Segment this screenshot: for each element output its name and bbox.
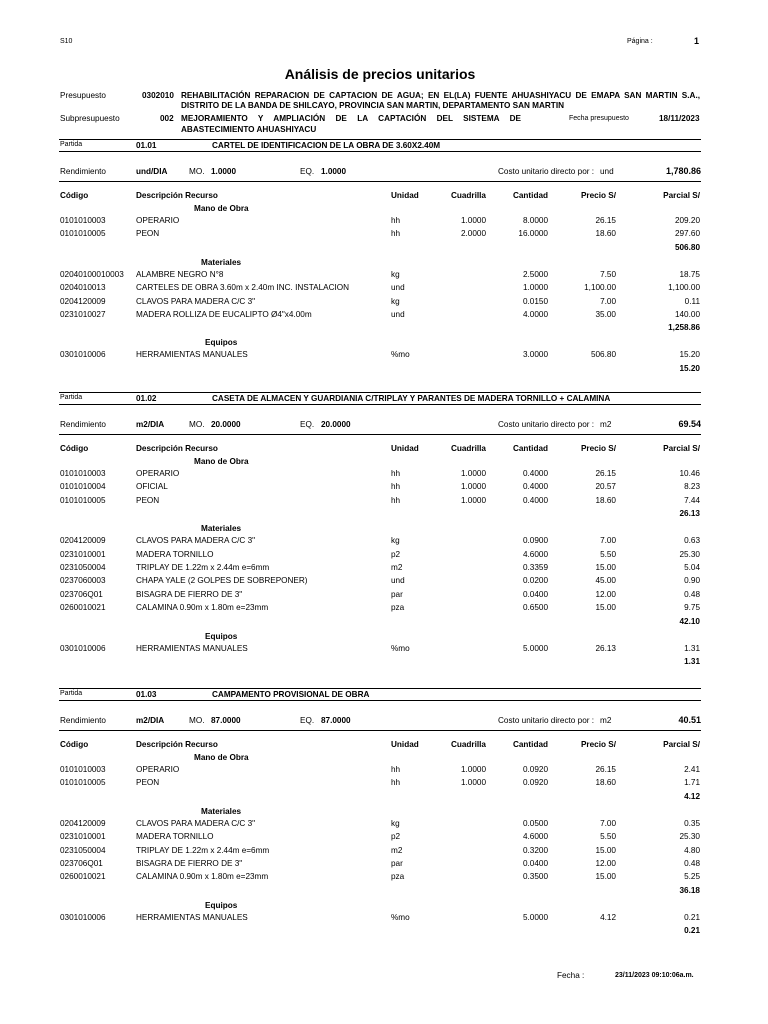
resource-unit: und — [391, 576, 405, 586]
partida-name-rule — [59, 404, 701, 405]
resource-unit: hh — [391, 216, 401, 225]
resource-unit: hh — [391, 765, 401, 774]
resource-partial: 5.25 — [684, 872, 700, 882]
eq-label: EQ. — [300, 716, 315, 725]
resource-unit: %mo — [391, 912, 410, 922]
resource-description: CARTELES DE OBRA 3.60m x 2.40m INC. INSTALACION — [136, 283, 350, 293]
resource-description: HERRAMIENTAS MANUALES — [136, 643, 248, 653]
partida-code: 01.02 — [136, 394, 157, 403]
header-unidad: Unidad — [391, 191, 419, 200]
resource-crew: 1.0000 — [460, 495, 486, 505]
resource-partial: 0.11 — [684, 296, 700, 306]
resource-quantity: 0.0400 — [522, 589, 548, 599]
resource-code: 0301010006 — [60, 643, 106, 653]
resource-unit: %mo — [391, 350, 410, 360]
resource-description: PEON — [136, 229, 160, 239]
presupuesto-line1: REHABILITACIÓN REPARACION DE CAPTACION DE AGUA; EN EL(LA) FUENTE AHUASHIYACU DE EMAPA SAN MARTIN S.A., — [181, 91, 700, 100]
rendimiento-label: Rendimiento — [60, 167, 106, 176]
header-parcial: Parcial S/ — [663, 740, 700, 749]
resource-code: 0101010005 — [60, 495, 106, 505]
header-precio: Precio S/ — [580, 444, 616, 453]
resource-partial: 0.48 — [684, 589, 700, 599]
resource-code: 0101010004 — [60, 482, 106, 492]
presupuesto-code: 0302010 — [142, 91, 174, 100]
resource-code: 0231050004 — [60, 845, 106, 855]
group-mano-de-obra: Mano de Obra — [194, 753, 249, 762]
resource-code: 0231050004 — [60, 563, 106, 572]
resource-price: 15.00 — [595, 603, 616, 613]
resource-price: 18.60 — [595, 229, 616, 239]
resource-price: 7.00 — [600, 296, 616, 306]
resource-price: 35.00 — [595, 310, 616, 319]
resource-unit: kg — [391, 296, 400, 306]
page-title: Análisis de precios unitarios — [284, 66, 476, 82]
resource-partial: 209.20 — [674, 216, 700, 225]
header-cuadrilla: Cuadrilla — [450, 191, 486, 200]
resource-code: 0231010001 — [60, 832, 106, 842]
resource-crew: 1.0000 — [460, 765, 486, 774]
resource-description: ALAMBRE NEGRO N°8 — [136, 269, 224, 279]
header-cuadrilla: Cuadrilla — [450, 444, 486, 453]
resource-price: 26.13 — [595, 643, 616, 653]
partida-name: CARTEL DE IDENTIFICACION DE LA OBRA DE 3.60X2.40M — [212, 141, 441, 150]
resource-unit: pza — [391, 603, 405, 613]
resource-description: BISAGRA DE FIERRO DE 3" — [136, 589, 243, 599]
resource-price: 26.15 — [595, 216, 616, 225]
resource-quantity: 0.0400 — [522, 859, 548, 868]
resource-description: MADERA ROLLIZA DE EUCALIPTO Ø4"x4.00m — [136, 310, 312, 319]
partida-top-rule — [59, 392, 701, 393]
resource-quantity: 0.0500 — [522, 818, 548, 828]
partida-label: Partida — [60, 141, 83, 148]
rendimiento-label: Rendimiento — [60, 420, 106, 429]
group-equipos: Equipos — [205, 338, 238, 348]
resource-code: 0301010006 — [60, 350, 106, 360]
resource-code: 0101010003 — [60, 765, 106, 774]
costo-value: 40.51 — [678, 715, 701, 725]
resource-partial: 2.41 — [684, 765, 700, 774]
resource-quantity: 4.0000 — [522, 310, 548, 319]
resource-unit: und — [391, 310, 405, 319]
header-descripcion: Descripción Recurso — [136, 444, 218, 453]
resource-quantity: 5.0000 — [522, 912, 548, 922]
resource-partial: 1,100.00 — [668, 283, 700, 293]
resource-description: TRIPLAY DE 1.22m x 2.44m e=6mm — [136, 845, 270, 855]
eq-label: EQ. — [300, 167, 315, 176]
mo-label: MO. — [189, 420, 205, 429]
resource-description: HERRAMIENTAS MANUALES — [136, 912, 248, 922]
partida-name: CAMPAMENTO PROVISIONAL DE OBRA — [212, 690, 370, 699]
resource-quantity: 0.4000 — [522, 482, 548, 492]
resource-unit: kg — [391, 536, 400, 546]
costo-value: 69.54 — [678, 419, 701, 429]
resource-unit: par — [391, 859, 403, 868]
resource-price: 12.00 — [595, 589, 616, 599]
resource-price: 7.00 — [600, 536, 616, 546]
resource-partial: 5.04 — [684, 563, 700, 572]
resource-unit: kg — [391, 818, 400, 828]
resource-code: 0101010003 — [60, 469, 106, 478]
group-materiales: Materiales — [201, 257, 242, 267]
mo-label: MO. — [189, 167, 205, 176]
mo-label: MO. — [189, 716, 205, 725]
rendimiento-rule — [59, 434, 701, 435]
resource-partial: 9.75 — [684, 603, 700, 613]
resource-partial: 25.30 — [679, 832, 700, 842]
group-equipos: Equipos — [205, 631, 238, 641]
partida-name-rule — [59, 700, 701, 701]
resource-crew: 1.0000 — [460, 469, 486, 478]
resource-unit: hh — [391, 482, 401, 492]
resource-description: CALAMINA 0.90m x 1.80m e=23mm — [136, 603, 269, 613]
costo-label: Costo unitario directo por : — [498, 420, 595, 429]
resource-code: 0301010006 — [60, 912, 106, 922]
resource-price: 7.00 — [600, 818, 616, 828]
group-materiales: Materiales — [201, 806, 242, 816]
resource-quantity: 0.3500 — [522, 872, 548, 882]
eq-label: EQ. — [300, 420, 315, 429]
eq-value: 20.0000 — [321, 420, 351, 429]
subtotal-mano-de-obra: 4.12 — [684, 791, 700, 801]
resource-partial: 297.60 — [674, 229, 700, 239]
mo-value: 20.0000 — [211, 420, 241, 429]
resource-price: 506.80 — [590, 350, 616, 360]
resource-quantity: 0.4000 — [522, 495, 548, 505]
resource-description: BISAGRA DE FIERRO DE 3" — [136, 859, 243, 868]
resource-description: PEON — [136, 495, 160, 505]
resource-unit: kg — [391, 269, 400, 279]
group-materiales: Materiales — [201, 524, 242, 534]
resource-description: CLAVOS PARA MADERA C/C 3" — [136, 296, 256, 306]
resource-code: 0101010005 — [60, 778, 106, 788]
resource-crew: 1.0000 — [460, 778, 486, 788]
resource-partial: 25.30 — [679, 549, 700, 559]
resource-code: 0260010021 — [60, 872, 106, 882]
costo-label: Costo unitario directo por : — [498, 167, 595, 176]
resource-price: 18.60 — [595, 495, 616, 505]
partida-code: 01.01 — [136, 141, 157, 150]
subpresupuesto-line2: ABASTECIMIENTO AHUASHIYACU — [181, 125, 317, 134]
header-codigo: Código — [60, 740, 89, 749]
resource-description: CLAVOS PARA MADERA C/C 3" — [136, 536, 256, 546]
resource-partial: 1.71 — [684, 778, 700, 788]
costo-unit: m2 — [600, 716, 612, 725]
resource-partial: 18.75 — [679, 269, 700, 279]
subtotal-equipos: 1.31 — [684, 657, 700, 666]
header-precio: Precio S/ — [580, 191, 616, 200]
resource-description: OPERARIO — [136, 469, 180, 478]
resource-description: HERRAMIENTAS MANUALES — [136, 350, 248, 360]
resource-partial: 0.21 — [684, 912, 700, 922]
presupuesto-label: Presupuesto — [60, 91, 106, 100]
resource-unit: p2 — [391, 549, 401, 559]
resource-description: OPERARIO — [136, 765, 180, 774]
header-cantidad: Cantidad — [512, 740, 548, 749]
resource-description: PEON — [136, 778, 160, 788]
resource-price: 26.15 — [595, 469, 616, 478]
rendimiento-label: Rendimiento — [60, 716, 106, 725]
resource-quantity: 3.0000 — [522, 350, 548, 360]
resource-code: 0101010003 — [60, 216, 106, 225]
rendimiento-unit: m2/DIA — [136, 420, 165, 429]
resource-quantity: 0.0920 — [522, 765, 548, 774]
header-cantidad: Cantidad — [512, 444, 548, 453]
costo-label: Costo unitario directo por : — [498, 716, 595, 725]
resource-price: 4.12 — [600, 912, 616, 922]
header-descripcion: Descripción Recurso — [136, 191, 218, 200]
header-parcial: Parcial S/ — [663, 444, 700, 453]
eq-value: 1.0000 — [321, 167, 347, 176]
resource-unit: hh — [391, 229, 401, 239]
subpresupuesto-code: 002 — [160, 114, 174, 123]
resource-partial: 10.46 — [679, 469, 700, 478]
resource-price: 45.00 — [595, 576, 616, 586]
resource-partial: 0.35 — [684, 818, 700, 828]
fecha-presupuesto-label: Fecha presupuesto — [569, 115, 629, 122]
resource-code: 0231010027 — [60, 310, 106, 319]
mo-value: 1.0000 — [211, 167, 237, 176]
partida-label: Partida — [60, 394, 83, 401]
resource-description: CALAMINA 0.90m x 1.80m e=23mm — [136, 872, 269, 882]
group-equipos: Equipos — [205, 900, 238, 910]
partida-top-rule — [59, 688, 701, 689]
subtotal-materiales: 1,258.86 — [668, 323, 700, 333]
partida-name: CASETA DE ALMACEN Y GUARDIANIA C/TRIPLAY Y PARANTES DE MADERA TORNILLO + CALAMINA — [212, 394, 611, 403]
resource-unit: par — [391, 589, 403, 599]
resource-price: 12.00 — [595, 859, 616, 868]
presupuesto-line2: DISTRITO DE LA BANDA DE SHILCAYO, PROVINCIA SAN MARTIN, DEPARTAMENTO SAN MARTIN — [181, 101, 565, 110]
eq-value: 87.0000 — [321, 716, 351, 725]
resource-partial: 140.00 — [674, 310, 700, 319]
resource-unit: p2 — [391, 832, 401, 842]
resource-quantity: 0.0900 — [522, 536, 548, 546]
rendimiento-unit: und/DIA — [136, 167, 168, 176]
resource-quantity: 4.6000 — [522, 832, 548, 842]
resource-description: CLAVOS PARA MADERA C/C 3" — [136, 818, 256, 828]
subtotal-materiales: 36.18 — [679, 885, 700, 895]
subtotal-materiales: 42.10 — [679, 616, 700, 626]
resource-description: OFICIAL — [136, 482, 168, 492]
resource-partial: 15.20 — [679, 350, 700, 360]
report-code: S10 — [60, 38, 73, 45]
resource-code: 0237060003 — [60, 576, 106, 586]
resource-price: 15.00 — [595, 845, 616, 855]
resource-crew: 1.0000 — [460, 216, 486, 225]
partida-top-rule — [59, 139, 701, 140]
resource-description: OPERARIO — [136, 216, 180, 225]
resource-partial: 7.44 — [684, 495, 700, 505]
resource-price: 26.15 — [595, 765, 616, 774]
resource-code: 0204010013 — [60, 283, 106, 293]
resource-price: 20.57 — [595, 482, 616, 492]
resource-code: 0204120009 — [60, 536, 106, 546]
resource-price: 15.00 — [595, 563, 616, 572]
resource-price: 18.60 — [595, 778, 616, 788]
header-codigo: Código — [60, 191, 89, 200]
resource-partial: 4.80 — [684, 845, 700, 855]
resource-unit: und — [391, 283, 405, 293]
resource-crew: 2.0000 — [460, 229, 486, 239]
resource-price: 7.50 — [600, 269, 616, 279]
resource-quantity: 2.5000 — [522, 269, 548, 279]
resource-partial: 0.63 — [684, 536, 700, 546]
resource-quantity: 0.0200 — [522, 576, 548, 586]
resource-quantity: 1.0000 — [522, 283, 548, 293]
group-mano-de-obra: Mano de Obra — [194, 457, 249, 466]
resource-partial: 1.31 — [684, 643, 700, 653]
resource-unit: m2 — [391, 845, 403, 855]
costo-unit: und — [600, 167, 614, 176]
subtotal-equipos: 0.21 — [684, 926, 700, 936]
partida-name-rule — [59, 151, 701, 152]
resource-crew: 1.0000 — [460, 482, 486, 492]
subtotal-mano-de-obra: 506.80 — [674, 242, 700, 252]
resource-quantity: 0.3359 — [522, 563, 548, 572]
costo-value: 1,780.86 — [665, 166, 701, 176]
header-unidad: Unidad — [391, 740, 419, 749]
page-label: Página : — [627, 38, 653, 45]
page-number: 1 — [694, 36, 700, 46]
resource-code: 0204120009 — [60, 818, 106, 828]
resource-unit: %mo — [391, 643, 410, 653]
mo-value: 87.0000 — [211, 716, 241, 725]
rendimiento-unit: m2/DIA — [136, 716, 165, 725]
resource-quantity: 16.0000 — [518, 229, 548, 239]
resource-unit: m2 — [391, 563, 403, 572]
costo-unit: m2 — [600, 420, 612, 429]
subtotal-mano-de-obra: 26.13 — [679, 509, 700, 519]
header-descripcion: Descripción Recurso — [136, 740, 218, 749]
resource-price: 5.50 — [600, 549, 616, 559]
resource-code: 0101010005 — [60, 229, 106, 239]
resource-quantity: 0.0920 — [522, 778, 548, 788]
footer-fecha: 23/11/2023 09:10:06a.m. — [615, 972, 694, 979]
resource-price: 1,100.00 — [584, 283, 616, 293]
rendimiento-rule — [59, 730, 701, 731]
footer-fecha-label: Fecha : — [557, 971, 585, 980]
resource-description: CHAPA YALE (2 GOLPES DE SOBREPONER) — [136, 576, 308, 586]
partida-label: Partida — [60, 690, 83, 697]
resource-unit: hh — [391, 778, 401, 788]
resource-partial: 8.23 — [684, 482, 700, 492]
resource-unit: pza — [391, 872, 405, 882]
header-cantidad: Cantidad — [512, 191, 548, 200]
subpresupuesto-line1: MEJORAMIENTO Y AMPLIACIÓN DE LA CAPTACIÓN DEL SISTEMA DE — [181, 114, 521, 123]
resource-unit: hh — [391, 469, 401, 478]
resource-quantity: 5.0000 — [522, 643, 548, 653]
fecha-presupuesto: 18/11/2023 — [659, 114, 700, 123]
resource-description: TRIPLAY DE 1.22m x 2.44m e=6mm — [136, 563, 270, 572]
resource-quantity: 8.0000 — [522, 216, 548, 225]
resource-code: 02040100010003 — [60, 269, 124, 279]
header-precio: Precio S/ — [580, 740, 616, 749]
header-parcial: Parcial S/ — [663, 191, 700, 200]
resource-code: 0204120009 — [60, 296, 106, 306]
resource-quantity: 0.4000 — [522, 469, 548, 478]
resource-quantity: 4.6000 — [522, 549, 548, 559]
resource-partial: 0.90 — [684, 576, 700, 586]
header-unidad: Unidad — [391, 444, 419, 453]
subpresupuesto-label: Subpresupuesto — [60, 114, 120, 123]
resource-price: 15.00 — [595, 872, 616, 882]
rendimiento-rule — [59, 181, 701, 182]
resource-code: 023706Q01 — [60, 859, 103, 868]
resource-quantity: 0.0150 — [522, 296, 548, 306]
subtotal-equipos: 15.20 — [679, 363, 700, 373]
resource-code: 0260010021 — [60, 603, 106, 613]
resource-quantity: 0.3200 — [522, 845, 548, 855]
resource-description: MADERA TORNILLO — [136, 832, 214, 842]
resource-unit: hh — [391, 495, 401, 505]
partida-code: 01.03 — [136, 690, 157, 699]
resource-description: MADERA TORNILLO — [136, 549, 214, 559]
resource-partial: 0.48 — [684, 859, 700, 868]
resource-quantity: 0.6500 — [522, 603, 548, 613]
header-cuadrilla: Cuadrilla — [450, 740, 486, 749]
header-codigo: Código — [60, 444, 89, 453]
resource-code: 0231010001 — [60, 549, 106, 559]
group-mano-de-obra: Mano de Obra — [194, 204, 249, 213]
resource-price: 5.50 — [600, 832, 616, 842]
resource-code: 023706Q01 — [60, 589, 103, 599]
